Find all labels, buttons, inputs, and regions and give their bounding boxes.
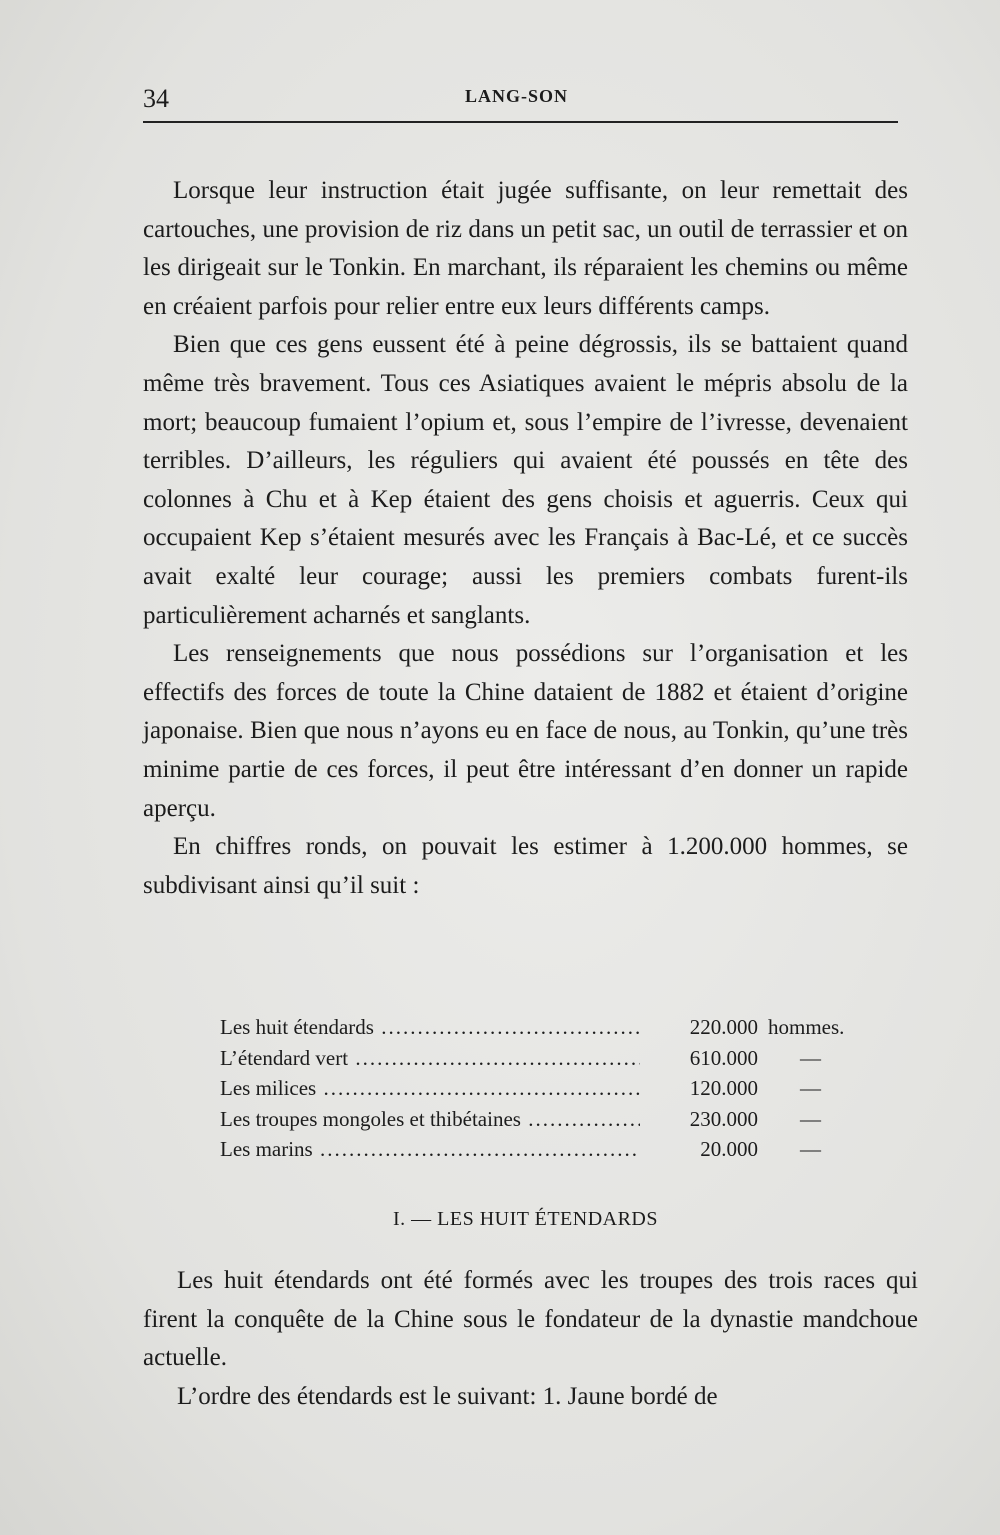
row-value: 230.000: [689, 1106, 758, 1131]
row-label: Les marins .....: [220, 1134, 640, 1165]
paragraph: L’ordre des étendards est le suivant: 1. Jaune bordé de: [177, 1382, 718, 1410]
table-row: [220, 1043, 880, 1074]
section-heading: I. — LES HUIT ÉTENDARDS: [392, 1208, 658, 1230]
table-row: [220, 1073, 880, 1104]
row-label: Les milices .....: [220, 1073, 640, 1104]
paragraph: Les renseignements que nous possédions sur l’organisation et les effectifs des forces de toute la Chine dataient de 1882 et étaient d’origine japonaise. Bien que nous n’ayons eu en face de nous, au Tonkin, qu’une très minime partie de ces forces, il peut être intéressant d’en donner un rapide aperçu.: [143, 640, 908, 822]
header-rule: [143, 121, 898, 123]
row-value: 220.000: [689, 1015, 758, 1039]
page-number: 34: [143, 84, 169, 113]
paragraph: Les huit étendards ont été formés avec les troupes des trois races qui firent la conquête de la Chine sous le fondateur de la dynastie mandchoue actuelle.: [143, 1267, 918, 1371]
paragraph: En chiffres ronds, on pouvait les estimer à 1.200.000 hommes, se subdivisant ainsi qu’il suit :: [143, 833, 908, 899]
row-unit: —: [800, 1106, 821, 1131]
row-value: 610.000: [689, 1045, 758, 1070]
table-row: [220, 1104, 880, 1135]
table-row: [220, 1134, 880, 1165]
row-unit: hommes.: [768, 1015, 845, 1039]
paragraph: Lorsque leur instruction était jugée suffisante, on leur remettait des cartouches, une provision de riz dans un petit sac, un outil de terrassier et on les dirigeait sur le Tonkin. En marchant, ils réparaient les chemins ou même en créaient parfois pour relier entre eux leurs différents camps.: [143, 177, 908, 320]
row-label: Les troupes mongoles et thibétaines .....: [220, 1104, 640, 1135]
row-unit: —: [800, 1137, 821, 1162]
running-head: LANG-SON: [465, 86, 569, 106]
paragraph: Bien que ces gens eussent été à peine dégrossis, ils se battaient quand même très bravement. Tous ces Asiatiques avaient le mépris absolu de la mort; beaucoup fumaient l’opium et, sous l’empire de l’ivresse, devenaient terribles. D’ailleurs, les réguliers qui avaient été poussés en tête des colonnes à Chu et à Kep étaient des gens choisis et aguerris. Ceux qui occupaient Kep s’étaient mesurés avec les Français à Bac-Lé, et ce succès avait exalté leur courage; aussi les premiers combats furent-ils particulièrement acharnés et sanglants.: [143, 331, 908, 629]
section-body-text: [143, 1262, 918, 1416]
table-row: [220, 1012, 880, 1043]
row-value: 20.000: [700, 1137, 758, 1162]
row-unit: —: [800, 1045, 821, 1070]
row-value: 120.000: [689, 1076, 758, 1101]
row-label: Les huit étendards .....: [220, 1012, 640, 1043]
row-unit: —: [800, 1076, 821, 1101]
forces-table: [220, 1012, 880, 1165]
body-text: [143, 172, 908, 905]
row-label: L’étendard vert .....: [220, 1043, 640, 1074]
